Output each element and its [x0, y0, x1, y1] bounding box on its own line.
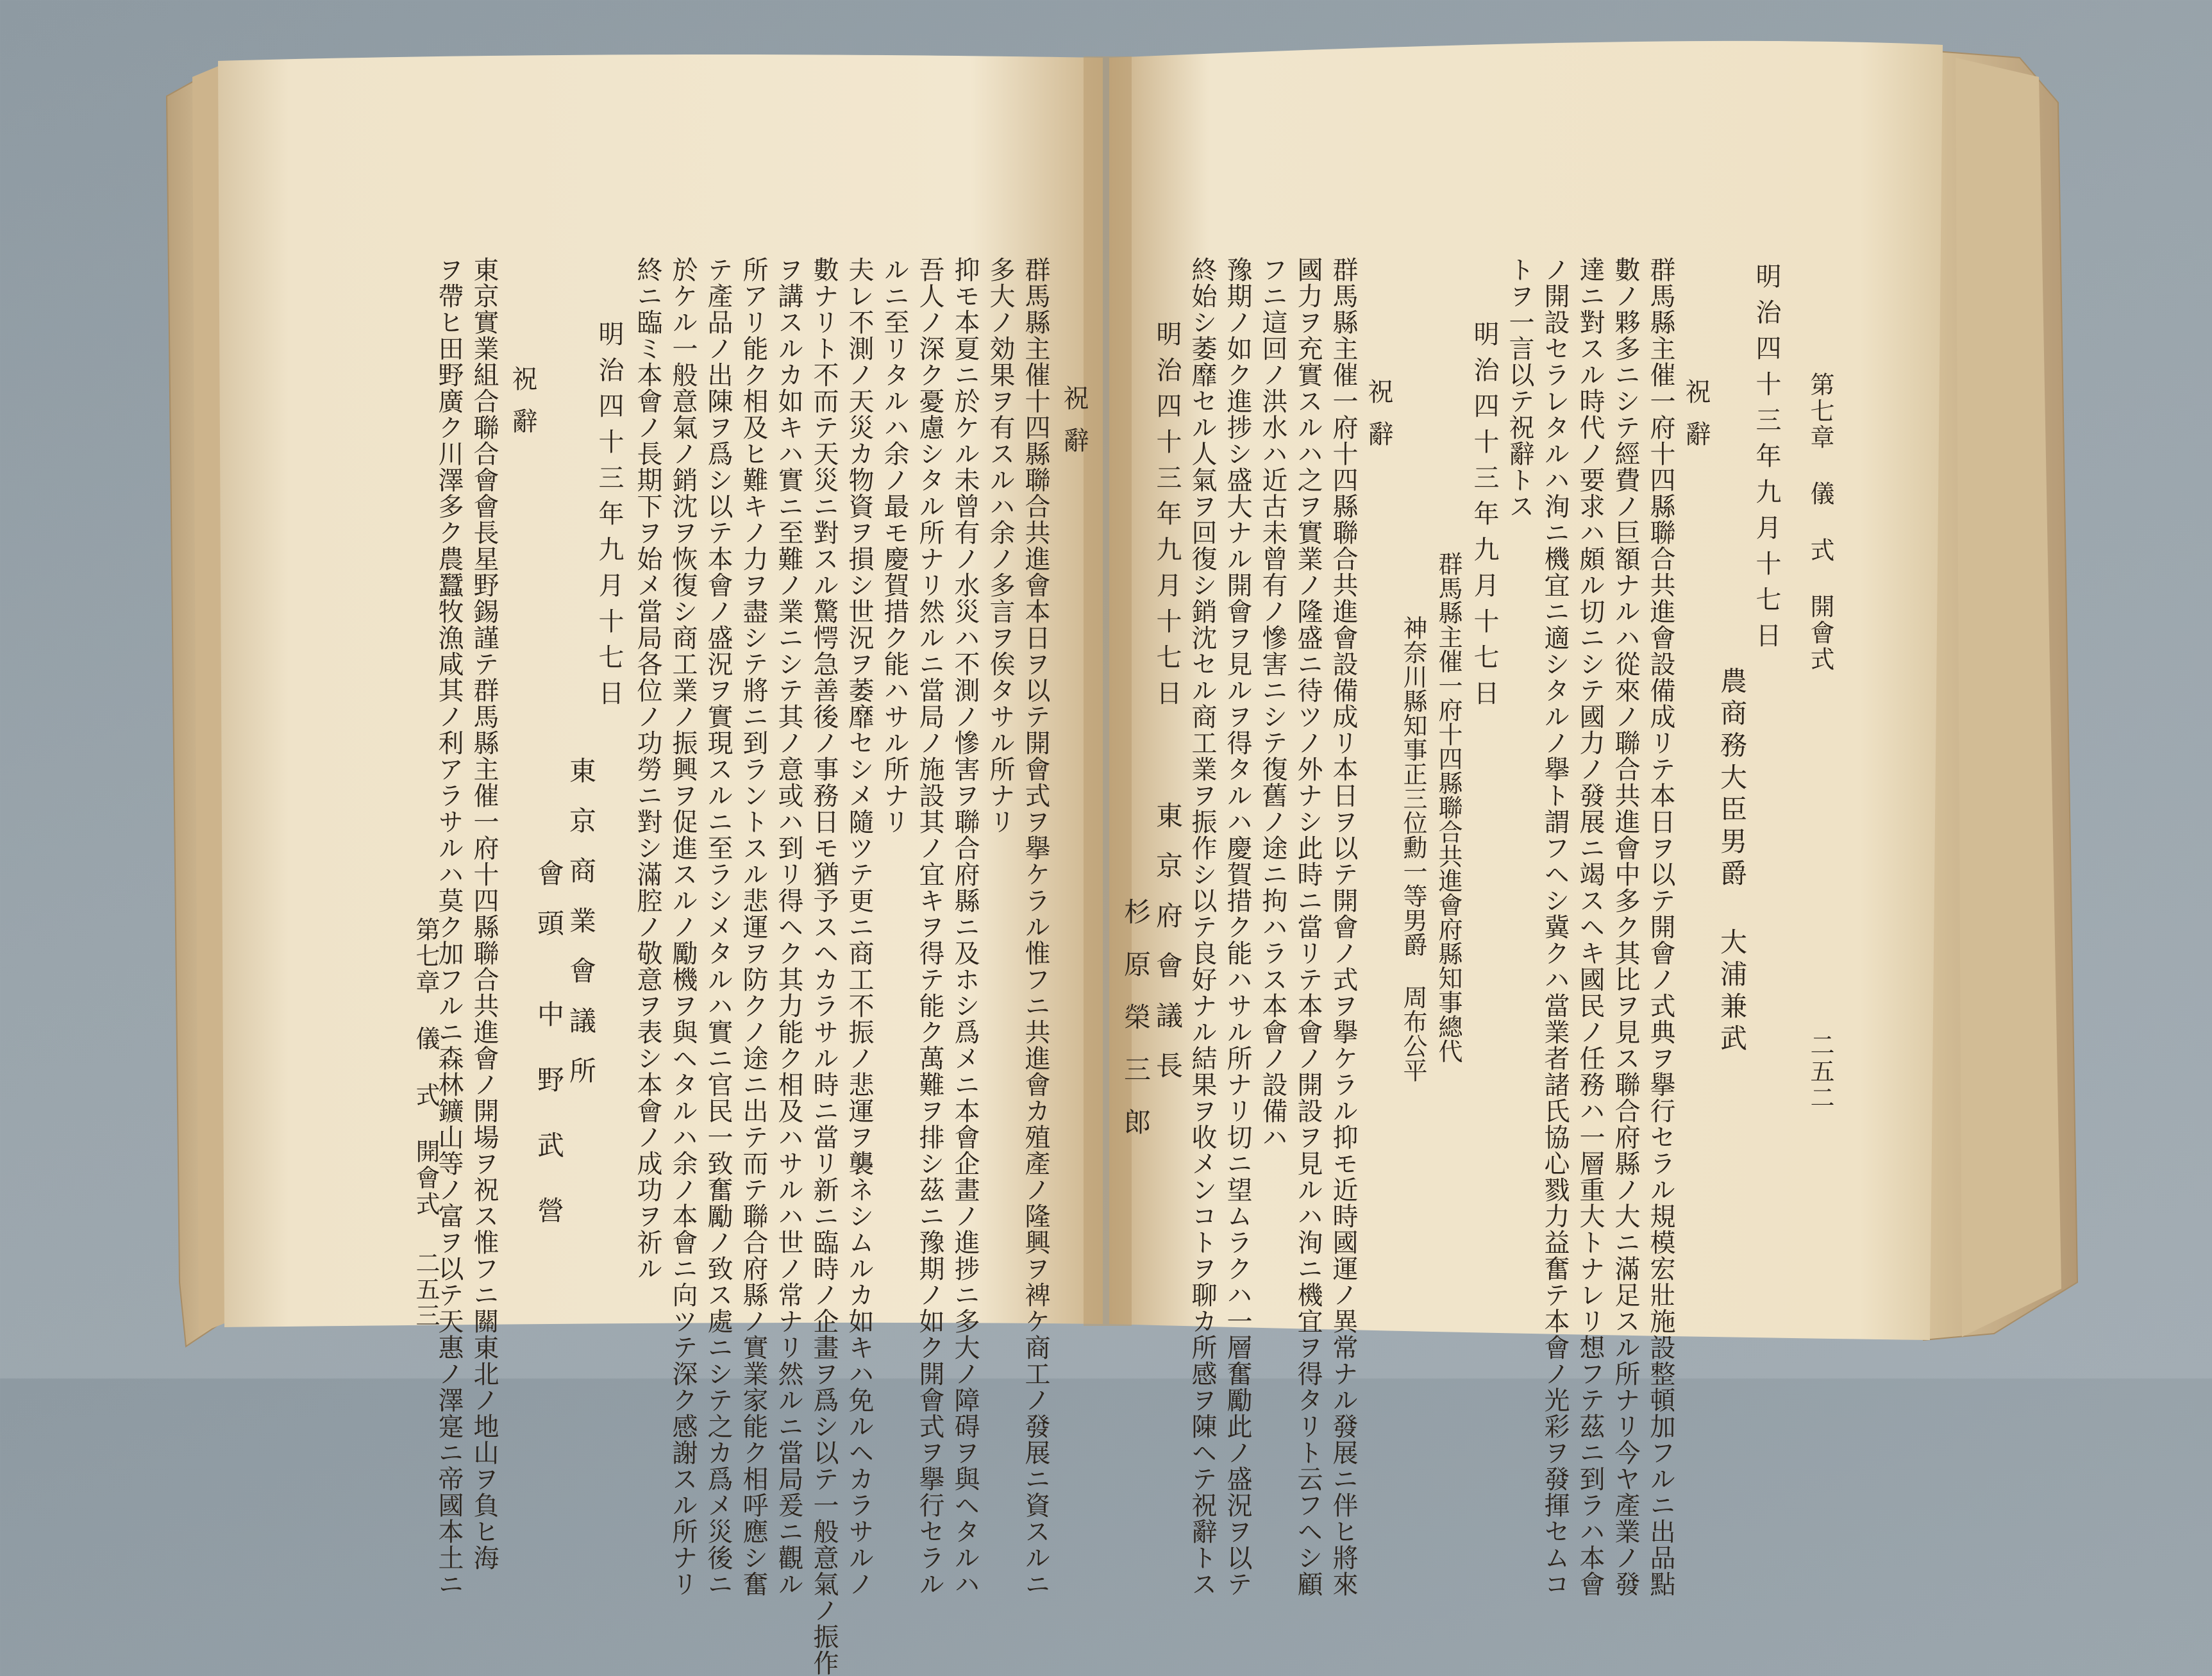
right-b-date: 明治四十三年九月十七日: [1152, 321, 1182, 716]
right-page-number: 二五二: [1806, 1032, 1834, 1111]
right-a-heading: 祝辭: [1681, 378, 1711, 463]
right-sig-a-line2: 神奈川縣知事正三位勳一等男爵 周布公平: [1399, 616, 1427, 1082]
left-col-line: 於ケル一般意氣ノ銷沈ヲ恢復シ商工業ノ振興ヲ促進スルノ勵機ヲ與ヘタルハ余ノ本會ニ向ツテ深ク感謝スル所ナリ: [668, 256, 698, 1597]
left-col2-line: ヲ帶ヒ田野廣ク川澤多ク農蠶牧漁咸其ノ利アラサルハ莫ク加フルニ森林鑛山等ノ富ヲ以テ天惠ノ澤寔ニ帝國本土ニ: [434, 256, 464, 1597]
right-running-head: 第七章 儀 式 開會式: [1806, 372, 1834, 673]
left-col-heading: 祝辭: [1059, 385, 1089, 469]
left-col2-heading: 祝辭: [508, 365, 537, 450]
right-b-heading: 祝辭: [1364, 378, 1393, 463]
left-col-line: 吾人ノ深ク憂慮シタル所ナリ然ルニ當局ノ施設其ノ宜キヲ得テ能ク萬難ヲ排シ茲ニ豫期ノ如ク開會式ヲ擧行セラル: [915, 256, 944, 1597]
right-date-top: 明治四十三年九月十七日: [1752, 263, 1781, 658]
left-col-line: 抑モ本夏ニ於ケル未曾有ノ水災ハ不測ノ慘害ヲ聯合府縣ニ及ホシ爲メニ本會企畫ノ進捗ニ多大ノ障碍ヲ與ヘタルハ: [950, 256, 980, 1597]
right-b-line: 群馬縣主催一府十四縣聯合共進會設備成リ本日ヲ以テ開會ノ式ヲ擧ケラル抑モ近時國運ノ異常ナル發展ニ伴ヒ將來: [1328, 256, 1358, 1597]
left-col-line: テ產品ノ出陳ヲ爲シ以テ本會ノ盛況ヲ實現スルニ至ラシメタルハ實ニ官民一致奮勵ノ致ス處ニシテ之カ爲メ災後ニ: [703, 256, 733, 1597]
right-a-line: 群馬縣主催一府十四縣聯合共進會設備成リテ本日ヲ以テ開會ノ式典ヲ擧行セラル規模宏壯施設整頓加フルニ出品點: [1646, 256, 1675, 1597]
left-col2-line: 東京實業組合聯合會會長星野錫謹テ群馬縣主催一府十四縣聯合共進會ノ開場ヲ祝ス惟フニ關東北ノ地山ヲ負ヒ海: [469, 256, 499, 1571]
right-sig-a-line1: 群馬縣主催一府十四縣聯合共進會府縣知事總代: [1434, 551, 1462, 1063]
left-sig-name: 中野武營: [533, 1000, 565, 1262]
right-a-line: 達ニ對スル時代ノ要求ハ頗ル切ニシテ國力ノ發展ニ竭スヘキ國民ノ任務ハ一層重大トナレリ想フテ茲ニ到ラハ本會: [1575, 256, 1605, 1597]
left-sig-org: 東京商業會議所: [566, 757, 597, 1107]
left-col-line: ヲ講スルカ如キハ實ニ至難ノ業ニシテ其ノ意或ハ到リ得ヘク其力能ク相及ハサルハ世ノ常ナリ然ルニ當局爰ニ觀ル: [774, 256, 803, 1597]
left-col-line: 所アリ能ク相及ヒ難キノ力ヲ盡シテ將ニ到ラントスル悲運ヲ防クノ途ニ出テ而テ聯合府縣ノ實業家能ク相呼應シ奮: [739, 256, 768, 1597]
left-running-head: 第七章 儀 式 開會式: [412, 917, 440, 1218]
left-col-line: 群馬縣主催十四縣聯合共進會本日ヲ以テ開會式ヲ擧ケラル惟フニ共進會カ殖產ノ隆興ヲ裨ケ商工ノ發展ニ資スルニ: [1021, 256, 1050, 1597]
left-col-line: 終ニ臨ミ本會ノ長期下ヲ始メ當局各位ノ功勞ニ對シ滿腔ノ敬意ヲ表シ本會ノ成功ヲ祈ル: [633, 256, 662, 1282]
left-col-line: 夫レ不測ノ天災カ物資ヲ損シ世況ヲ萎靡セシメ隨ツテ更ニ商工不振ノ悲運ヲ襲ネシムルカ如キハ免ルヘカラサルノ: [844, 256, 874, 1597]
left-sig-title: 會頭: [533, 859, 565, 959]
right-b-line: 終始シ萎靡セル人氣ヲ回復シ銷沈セル商工業ヲ振作シ以テ良好ナル結果ヲ收メンコトヲ聊カ所感ヲ陳ヘテ祝辭トス: [1187, 256, 1217, 1597]
right-a-line: ノ開設セラレタルハ洵ニ機宜ニ適シタルノ擧ト謂フヘシ冀クハ當業者諸氏協心戮力益奮テ本會ノ光彩ヲ發揮セムコ: [1540, 256, 1570, 1597]
left-col-line: 數ナリト不而テ天災ニ對スル驚愕急善後ノ事務日モ猶予スヘカラサル時ニ當リ新ニ臨時ノ企畫ヲ爲シ以テ一般意氣ノ振作: [809, 256, 839, 1676]
left-col-line: 多大ノ効果ヲ有スルハ余ノ多言ヲ俟タサル所ナリ: [985, 256, 1015, 835]
right-page-edges: [1923, 51, 2077, 1340]
left-date: 明治四十三年九月十七日: [594, 321, 624, 716]
right-signer-top: 農商務大臣男爵 大浦兼武: [1716, 667, 1748, 1056]
left-page-number: 二五三: [412, 1250, 440, 1329]
right-sig-b-org: 東京府會議長: [1152, 801, 1184, 1102]
right-b-line: 豫期ノ如ク進捗シ盛大ナル開會ヲ見ルヲ得タルハ慶賀措ク能ハサル所ナリ切ニ望ムラクハ一層奮勵此ノ盛況ヲ以テ: [1223, 256, 1252, 1597]
left-col-line: ルニ至リタルハ余ノ最モ慶賀措ク能ハサル所ナリ: [880, 256, 909, 835]
right-a-line: トヲ一言以テ祝辭トス: [1505, 256, 1534, 519]
right-b-line: フニ這回ノ洪水ハ近古未曾有ノ慘害ニシテ復舊ノ途ニ拘ハラス本會ノ設備ハ: [1258, 256, 1287, 1150]
right-a-line: 數ノ夥多ニシテ經費ノ巨額ナルハ從來ノ聯合共進會中多ク其比ヲ見ス聯合府縣ノ大ニ滿足スル所ナリ今ヤ產業ノ發: [1611, 256, 1640, 1597]
right-sig-b-name: 杉原榮三郎: [1120, 898, 1152, 1161]
right-b-line: 國力ヲ充實スルハ之ヲ實業ノ隆盛ニ待ツノ外ナシ此時ニ當リテ本會ノ開設ヲ見ルハ洵ニ機宜ヲ得タリト云フヘシ顧: [1293, 256, 1323, 1597]
right-a-date: 明治四十三年九月十七日: [1470, 321, 1499, 716]
